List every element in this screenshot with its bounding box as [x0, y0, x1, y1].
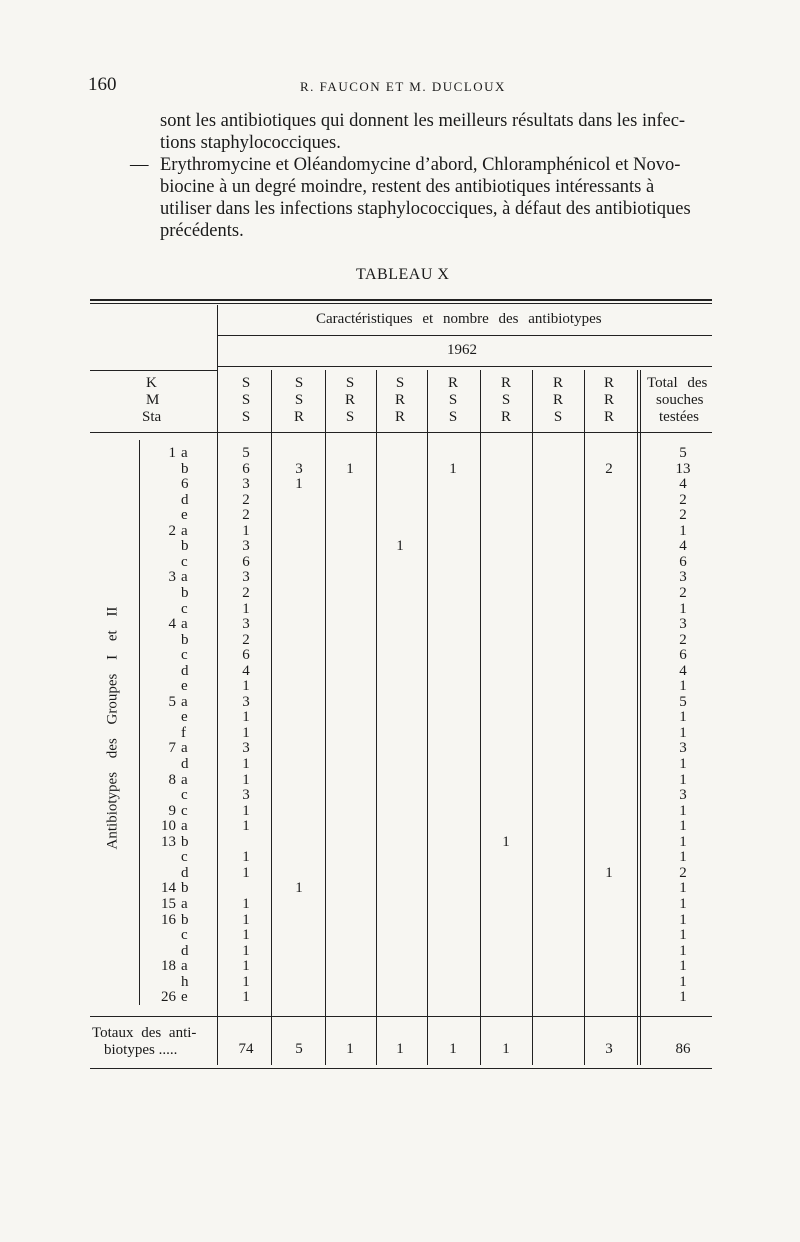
column-header-1-m: S	[241, 392, 251, 408]
paragraph-2-line-3: utiliser dans les infections staphylococciques, à défaut des antibiotiques	[160, 199, 691, 219]
table-cell: 1	[242, 818, 250, 835]
table-cell: 1	[242, 709, 250, 726]
totals-cell: 1	[346, 1041, 354, 1057]
row-group-number: 1	[168, 445, 176, 461]
row-subtype-letter: e	[181, 678, 188, 695]
row-subtype-letter: e	[181, 989, 188, 1006]
column-header-8-m: R	[603, 392, 614, 408]
row-total-cell: 1	[679, 927, 687, 944]
row-subtype-letter: b	[181, 631, 189, 648]
column-rule-6	[532, 370, 533, 1065]
row-total-cell: 1	[679, 771, 687, 788]
total-header-line-2: souches	[656, 392, 704, 408]
column-header-6-sta: R	[500, 409, 511, 425]
table-cell: 1	[346, 460, 354, 477]
row-group-number: 13	[161, 833, 176, 850]
table-cell: 3	[242, 476, 250, 493]
column-header-4-k: S	[395, 375, 405, 391]
row-total-cell: 1	[679, 600, 687, 617]
column-header-2-k: S	[294, 375, 304, 391]
table-cell: 1	[242, 678, 250, 695]
row-subtype-letter: c	[181, 647, 188, 664]
column-rule-5	[480, 370, 481, 1065]
row-total-cell: 3	[679, 787, 687, 804]
table-cell: 1	[242, 973, 250, 990]
row-group-number: 4	[168, 616, 176, 633]
row-subtype-letter: c	[181, 600, 188, 617]
table-cell: 2	[242, 584, 250, 601]
table-cell: 3	[242, 616, 250, 633]
column-header-4-sta: R	[394, 409, 405, 425]
row-subtype-letter: a	[181, 569, 188, 586]
table-cell: 4	[242, 662, 250, 679]
row-group-number: 7	[168, 740, 176, 757]
table-top-rule	[90, 299, 712, 301]
totals-label-line-2: biotypes .....	[104, 1042, 178, 1058]
row-group-number: 14	[161, 880, 176, 897]
row-label-k: K	[146, 375, 157, 391]
header-bottom-rule	[90, 432, 712, 433]
column-header-5-k: R	[447, 375, 458, 391]
row-total-cell: 4	[679, 538, 687, 555]
column-header-8-sta: R	[603, 409, 614, 425]
row-group-number: 16	[161, 911, 176, 928]
table-bottom-rule	[90, 1068, 712, 1069]
column-header-5-m: S	[448, 392, 458, 408]
row-total-cell: 1	[679, 522, 687, 539]
column-rule-1	[271, 370, 272, 1065]
column-header-6-m: S	[501, 392, 511, 408]
row-subtype-letter: b	[181, 880, 189, 897]
row-total-cell: 3	[679, 616, 687, 633]
table-cell: 1	[242, 942, 250, 959]
table-cell: 2	[242, 507, 250, 524]
table-cell: 1	[502, 833, 510, 850]
table-cell: 1	[295, 476, 303, 493]
column-rule-7	[584, 370, 585, 1065]
total-header-line-1: Total des	[647, 375, 708, 391]
row-total-cell: 2	[679, 584, 687, 601]
row-subtype-letter: e	[181, 709, 188, 726]
row-total-cell: 6	[679, 553, 687, 570]
paragraph-2-line-2: biocine à un degré moindre, restent des antibiotiques intéressants à	[160, 177, 655, 197]
total-column-rule-a	[637, 370, 638, 1065]
row-total-cell: 1	[679, 802, 687, 819]
row-subtype-letter: h	[181, 973, 189, 990]
table-cell: 3	[242, 538, 250, 555]
total-header-line-3: testées	[659, 409, 699, 425]
row-group-number: 26	[161, 989, 176, 1006]
row-subtype-letter: b	[181, 833, 189, 850]
page-number: 160	[88, 74, 117, 95]
table-cell: 1	[242, 600, 250, 617]
totals-top-rule	[90, 1016, 712, 1017]
row-subtype-letter: a	[181, 958, 188, 975]
header-subrule-2	[218, 366, 712, 367]
table-cell: 2	[242, 631, 250, 648]
row-total-cell: 1	[679, 709, 687, 726]
row-subtype-letter: b	[181, 460, 189, 477]
paragraph-2-dash: —	[130, 155, 149, 175]
row-subtype-letter: c	[181, 553, 188, 570]
table-top-rule-thin	[90, 303, 712, 304]
row-group-number: 9	[168, 802, 176, 819]
row-group-number: 15	[161, 895, 176, 912]
header-main: Caractéristiques et nombre des antibiotypes	[316, 311, 602, 327]
table-cell: 3	[242, 787, 250, 804]
table-cell: 3	[295, 460, 303, 477]
totals-cell: 1	[449, 1041, 457, 1057]
row-total-cell: 3	[679, 569, 687, 586]
row-total-cell: 2	[679, 507, 687, 524]
row-subtype-letter: b	[181, 911, 189, 928]
column-header-8-k: R	[603, 375, 614, 391]
row-subtype-letter: c	[181, 927, 188, 944]
table-cell: 1	[242, 895, 250, 912]
total-column-rule-b	[640, 370, 641, 1065]
row-subtype-letter: b	[181, 584, 189, 601]
row-total-cell: 1	[679, 818, 687, 835]
table-cell: 1	[242, 958, 250, 975]
table-cell: 1	[242, 911, 250, 928]
column-rule-2	[325, 370, 326, 1065]
totals-cell: 1	[502, 1041, 510, 1057]
totals-cell: 5	[295, 1041, 303, 1057]
row-total-cell: 2	[679, 491, 687, 508]
row-group-number: 18	[161, 958, 176, 975]
row-subtype-letter: a	[181, 740, 188, 757]
row-subtype-letter: c	[181, 849, 188, 866]
row-subtype-letter: d	[181, 756, 189, 772]
row-subtype-letter: a	[181, 445, 188, 461]
table-cell: 1	[242, 849, 250, 866]
table-cell: 1	[242, 724, 250, 741]
column-header-3-m: R	[344, 392, 355, 408]
paragraph-1-line-1: sont les antibiotiques qui donnent les meilleurs résultats dans les infec-	[160, 111, 686, 131]
row-total-cell: 4	[679, 476, 687, 493]
row-subtype-letter: a	[181, 818, 188, 835]
table-title: TABLEAU X	[356, 266, 450, 283]
row-subtype-letter: 6	[181, 476, 189, 493]
row-label-sta: Sta	[142, 409, 162, 425]
totals-cell: 1	[396, 1041, 404, 1057]
row-group-number: 2	[168, 522, 176, 539]
row-total-cell: 5	[679, 693, 687, 710]
table-cell: 1	[605, 864, 613, 881]
totals-cell: 3	[605, 1041, 613, 1057]
table-cell: 5	[242, 445, 250, 461]
row-group-number: 8	[168, 771, 176, 788]
row-subtype-letter: d	[181, 662, 189, 679]
table-cell: 1	[295, 880, 303, 897]
row-label-m: M	[146, 392, 160, 408]
row-total-cell: 1	[679, 973, 687, 990]
row-subtype-letter: a	[181, 616, 188, 633]
column-header-2-sta: R	[293, 409, 304, 425]
totals-label-line-1: Totaux des anti-	[92, 1025, 197, 1041]
row-total-cell: 1	[679, 880, 687, 897]
row-subtype-letter: c	[181, 787, 188, 804]
table-cell: 3	[242, 740, 250, 757]
table-cell: 3	[242, 693, 250, 710]
table-cell: 6	[242, 553, 250, 570]
table-cell: 1	[242, 771, 250, 788]
row-total-cell: 1	[679, 895, 687, 912]
row-total-cell: 5	[679, 445, 687, 461]
column-rule-4	[427, 370, 428, 1065]
row-total-cell: 13	[675, 460, 691, 477]
row-subtype-letter: a	[181, 895, 188, 912]
table-cell: 3	[242, 569, 250, 586]
table-cell: 1	[242, 756, 250, 772]
row-total-cell: 1	[679, 756, 687, 772]
row-total-cell: 1	[679, 942, 687, 959]
row-total-cell: 3	[679, 740, 687, 757]
row-group-number: 5	[168, 693, 176, 710]
paragraph-2-line-1: Erythromycine et Oléandomycine d’abord, Chloramphénicol et Novo-	[160, 155, 681, 175]
row-total-cell: 1	[679, 958, 687, 975]
column-header-4-m: R	[394, 392, 405, 408]
row-group-number: 3	[168, 569, 176, 586]
column-header-1-k: S	[241, 375, 251, 391]
paragraph-1-line-2: tions staphylococciques.	[160, 133, 341, 153]
row-subtype-letter: c	[181, 802, 188, 819]
row-subtype-letter: f	[181, 724, 186, 741]
row-subtype-letter: a	[181, 771, 188, 788]
row-total-cell: 1	[679, 678, 687, 695]
row-total-cell: 2	[679, 631, 687, 648]
column-header-5-sta: S	[448, 409, 458, 425]
row-total-cell: 1	[679, 849, 687, 866]
table-left-rule	[217, 305, 218, 1065]
column-header-1-sta: S	[241, 409, 251, 425]
table-cell: 1	[242, 864, 250, 881]
table-cell: 6	[242, 460, 250, 477]
column-header-7-k: R	[552, 375, 563, 391]
row-subtype-letter: b	[181, 538, 189, 555]
column-header-7-m: R	[552, 392, 563, 408]
row-total-cell: 1	[679, 724, 687, 741]
row-subtype-letter: d	[181, 942, 189, 959]
column-rule-3	[376, 370, 377, 1065]
side-label-vertical: Antibiotypes des Groupes I et II	[104, 606, 121, 850]
column-header-3-sta: S	[345, 409, 355, 425]
table-cell: 2	[242, 491, 250, 508]
row-group-number: 10	[161, 818, 176, 835]
header-subrule-1	[218, 335, 712, 336]
column-header-3-k: S	[345, 375, 355, 391]
grand-total-cell: 86	[675, 1041, 691, 1057]
table-cell: 1	[242, 522, 250, 539]
table-cell: 6	[242, 647, 250, 664]
stub-header-rule	[90, 370, 217, 371]
row-subtype-letter: d	[181, 864, 189, 881]
running-header: R. FAUCON ET M. DUCLOUX	[300, 79, 506, 94]
totals-cell: 74	[238, 1041, 254, 1057]
row-total-cell: 4	[679, 662, 687, 679]
row-total-cell: 6	[679, 647, 687, 664]
table-cell: 1	[396, 538, 404, 555]
column-header-6-k: R	[500, 375, 511, 391]
table-cell: 1	[242, 989, 250, 1006]
row-subtype-letter: d	[181, 491, 189, 508]
header-year: 1962	[447, 342, 477, 358]
row-subtype-letter: a	[181, 522, 188, 539]
table-cell: 1	[242, 927, 250, 944]
table-cell: 2	[605, 460, 613, 477]
row-total-cell: 1	[679, 989, 687, 1006]
row-total-cell: 1	[679, 833, 687, 850]
column-header-2-m: S	[294, 392, 304, 408]
paragraph-2-line-4: précédents.	[160, 221, 244, 241]
row-total-cell: 2	[679, 864, 687, 881]
table-cell: 1	[242, 802, 250, 819]
row-total-cell: 1	[679, 911, 687, 928]
table-cell: 1	[449, 460, 457, 477]
row-subtype-letter: e	[181, 507, 188, 524]
row-subtype-letter: a	[181, 693, 188, 710]
column-header-7-sta: S	[553, 409, 563, 425]
